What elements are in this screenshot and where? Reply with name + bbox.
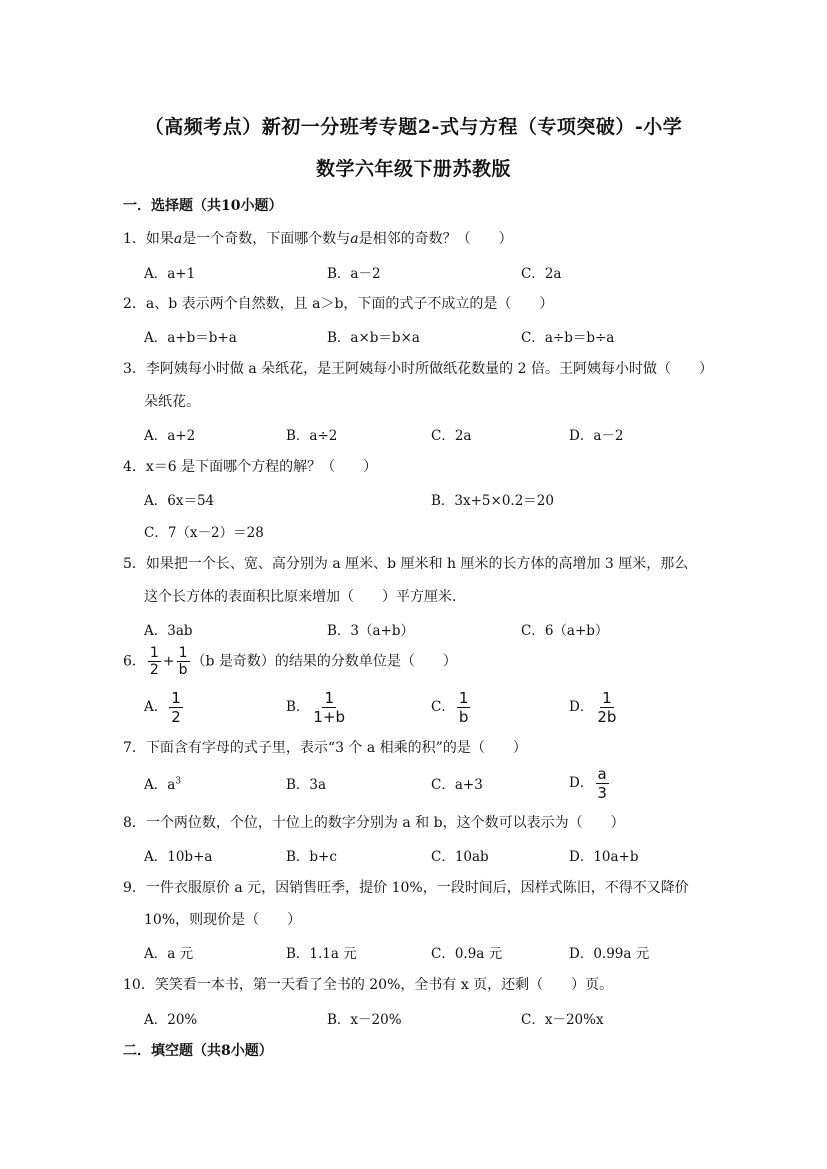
q7-option-a-exponent: 3 <box>175 776 182 787</box>
question-7: 7．下面含有字母的式子里，表示“3 个 a 相乘的积”的是（ ） <box>123 740 527 756</box>
question-3-line-1: 3．李阿姨每小时做 a 朵纸花，是王阿姨每小时所做纸花数量的 2 倍。王阿姨每小时做（ ） <box>123 361 713 377</box>
question-10: 10．笑笑看一本书，第一天看了全书的 20%，全书有 x 页，还剩（ ）页。 <box>123 977 614 993</box>
question-1 <box>123 228 513 248</box>
q2-option-b: B．a×b＝b×a <box>327 330 420 346</box>
q5-option-c: C．6（a+b） <box>521 623 609 639</box>
question-5-line-1: 5．如果把一个长、宽、高分别为 a 厘米、b 厘米和 h 厘米的长方体的高增加 3 厘米，那么 <box>123 556 689 572</box>
q2-option-c: C．a÷b＝b÷a <box>521 330 615 346</box>
q7-option-d-label: D． <box>569 775 594 791</box>
q1-var-1: a <box>173 231 183 247</box>
q1-var-2: a <box>350 231 359 247</box>
q6-fraction-2 <box>177 645 190 678</box>
q6-option-a-fraction <box>169 689 183 726</box>
q10-option-a: A．20% <box>144 1012 198 1028</box>
q6-option-b <box>286 689 349 726</box>
q3-option-c: C．2a <box>431 428 472 444</box>
q6-option-d-label: D． <box>569 699 594 715</box>
q6-number: 6． <box>123 653 146 670</box>
q8-option-a: A．10b+a <box>144 849 213 865</box>
q7-option-a <box>144 773 181 793</box>
q1-text-mid: 是一个奇数，下面哪个数与 <box>182 231 351 247</box>
q6-f1-denominator: 2 <box>149 662 159 678</box>
q6-option-b-fraction <box>311 689 347 726</box>
q8-option-c: C．10ab <box>431 849 489 865</box>
q7-option-c: C．a+3 <box>431 777 483 793</box>
q6-f1-numerator: 1 <box>149 645 159 661</box>
q6-option-a-label: A． <box>144 699 168 715</box>
q3-option-b: B．a÷2 <box>286 428 338 444</box>
q1-option-a: A．a+1 <box>144 266 196 282</box>
q6-a-denominator: 2 <box>171 708 181 726</box>
q2-option-a: A．a+b＝b+a <box>144 330 237 346</box>
q7-d-numerator: a <box>597 765 607 783</box>
q8-option-d: D．10a+b <box>569 849 639 865</box>
q6-f2-denominator: b <box>178 662 188 678</box>
q1-option-b: B．a－2 <box>327 266 381 282</box>
q6-fraction-1 <box>148 645 161 678</box>
q7-d-denominator: 3 <box>597 784 607 802</box>
q6-b-numerator: 1 <box>324 689 335 707</box>
q6-option-c-fraction <box>457 689 471 726</box>
section-heading-choice: 一．选择题（共10小题） <box>123 198 283 214</box>
question-4: 4．x＝6 是下面哪个方程的解？（ ） <box>123 459 378 475</box>
q6-d-numerator: 1 <box>602 689 612 707</box>
q6-a-numerator: 1 <box>171 689 181 707</box>
q6-f2-numerator: 1 <box>178 645 188 661</box>
q1-option-c: C．2a <box>521 266 562 282</box>
q9-option-b: B．1.1a 元 <box>286 946 357 962</box>
q6-option-c-label: C． <box>431 699 455 715</box>
q10-option-c: C．x－20%x <box>521 1012 604 1028</box>
q6-option-d-fraction <box>595 689 618 726</box>
q6-plus: + <box>162 653 175 670</box>
q9-option-c: C．0.9a 元 <box>431 946 503 962</box>
q6-text-post: （b 是奇数）的结果的分数单位是（ ） <box>191 653 457 670</box>
question-2: 2．a、b 表示两个自然数，且 a＞b，下面的式子不成立的是（ ） <box>123 296 554 312</box>
q6-option-d <box>569 689 620 726</box>
question-5-line-2: 这个长方体的表面积比原来增加（ ）平方厘米． <box>144 589 466 605</box>
q6-option-c <box>431 689 472 726</box>
q4-option-c: C．7（x－2）＝28 <box>144 525 264 541</box>
section-heading-fill-in: 二．填空题（共8小题） <box>123 1043 273 1059</box>
q9-option-d: D．0.99a 元 <box>569 946 650 962</box>
q4-option-a: A．6x＝54 <box>144 493 215 509</box>
question-9-line-1: 9．一件衣服原价 a 元，因销售旺季，提价 10%，一段时间后，因样式陈旧，不得不又降价 <box>123 880 689 896</box>
question-3-line-2: 朵纸花。 <box>144 394 200 410</box>
q7-option-d <box>569 765 611 802</box>
q6-option-b-label: B． <box>286 699 310 715</box>
q3-option-d: D．a－2 <box>569 428 624 444</box>
q7-option-a-text: A．a <box>144 777 176 793</box>
q9-option-a: A．a 元 <box>144 946 194 962</box>
q10-option-b: B．x－20% <box>327 1012 402 1028</box>
question-6 <box>123 645 457 678</box>
question-9-line-2: 10%，则现价是（ ） <box>144 912 302 928</box>
q1-text-pre: 1．如果 <box>123 231 174 247</box>
q6-b-denominator: 1+b <box>313 708 346 726</box>
q8-option-b: B．b+c <box>286 849 337 865</box>
q5-option-b: B．3（a+b） <box>327 623 415 639</box>
q7-option-b: B．3a <box>286 777 327 793</box>
q5-option-a: A．3ab <box>144 623 193 639</box>
q7-option-d-fraction <box>595 765 609 802</box>
document-title-line-2: 数学六年级下册苏教版 <box>315 158 511 180</box>
q6-c-denominator: b <box>458 708 469 726</box>
question-8: 8．一个两位数，个位，十位上的数字分别为 a 和 b，这个数可以表示为（ ） <box>123 815 625 831</box>
document-title-line-1: （高频考点）新初一分班考专题2-式与方程（专项突破）-小学 <box>144 116 683 138</box>
q6-c-numerator: 1 <box>458 689 469 707</box>
q6-d-denominator: 2b <box>597 708 617 726</box>
q1-text-post: 是相邻的奇数？（ ） <box>358 231 513 247</box>
q6-option-a <box>144 689 185 726</box>
q3-option-a: A．a+2 <box>144 428 196 444</box>
q4-option-b: B．3x+5×0.2＝20 <box>431 493 554 509</box>
